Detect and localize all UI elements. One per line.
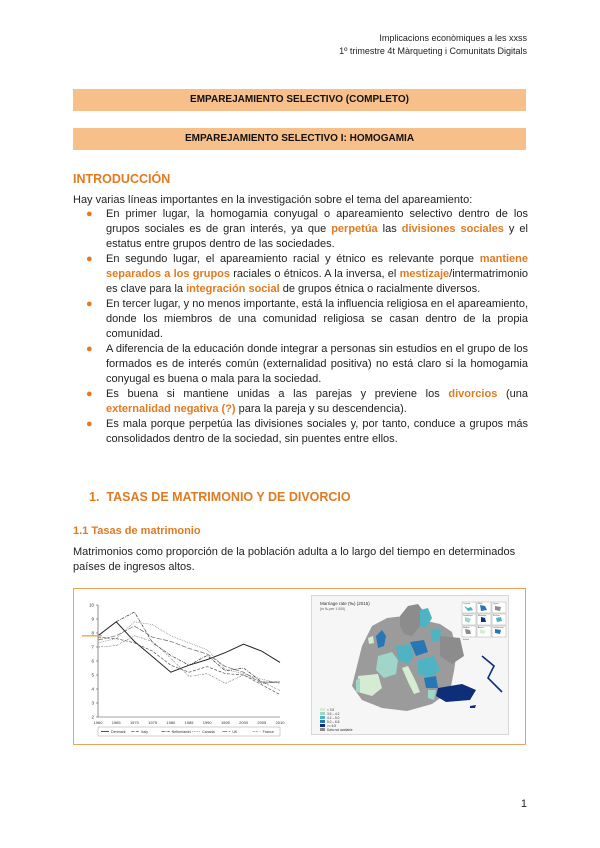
highlight-text: mantiene separados a los grupos [106,253,528,280]
inset-label: Canarias [463,603,471,605]
inset-label: Réunion [493,615,500,617]
europe-map-figure [311,595,509,735]
highlight-text: integración social [186,283,280,295]
y-tick-label: 6 [91,658,94,664]
y-tick-label: 9 [91,616,94,622]
banner-homogamia: EMPAREJAMIENTO SELECTIVO I: HOMOGAMIA [73,128,526,150]
section-number: 1. [89,490,100,504]
legend-label: Canada [202,730,215,734]
marriage-rate-line-chart [80,597,288,739]
inset-label: Iceland [463,639,469,641]
series-line-france [98,636,280,691]
map-title: Marriage rate (‰) (2015) [320,601,370,606]
highlight-text: perpetúa [331,223,378,235]
bullet-icon: ● [86,343,93,355]
y-tick-label: 4 [91,686,94,692]
highlight-text: divisiones sociales [401,223,504,235]
banner-complete: EMPAREJAMIENTO SELECTIVO (COMPLETO) [73,89,526,111]
inset-label: Liechtenstein [493,627,504,629]
y-tick-label: 3 [91,700,94,706]
section-1-1-text: Matrimonios como proporción de la población adulta a lo largo del tiempo en determinados países de ingresos altos. [73,546,516,573]
x-tick-label: 1995 [220,720,230,725]
x-tick-label: 1970 [129,720,139,725]
legend-label: Data not available [327,727,353,732]
bullet-icon: ● [86,253,93,265]
header-line-2: 1º trimestre 4t Màrqueting i Comunitats Digitals [339,46,527,56]
highlight-text: mestizaje [399,268,450,280]
legend-label: France [262,730,274,734]
bullet-text: /intermatrimonio es clave para la [106,268,528,295]
highlight-text: divorcios [448,388,498,400]
bullet-text: de grupos étnica o racialmente diversos. [279,283,481,295]
series-line-uk [98,626,280,683]
inset-label: Guadeloupe [463,615,473,617]
intro-heading: INTRODUCCIÓN [73,172,171,186]
bullet-text: (una [497,388,528,400]
map-subtitle: (in ‰ per 1 000) [320,607,346,611]
x-tick-label: 1985 [184,720,194,725]
bullet-text: En primer lugar, la homogamia conyugal o apareamiento selectivo dentro de los grupos sociales es de gran interés, ya que [106,208,528,235]
series-line-denmark [98,622,280,672]
list-item [73,387,528,417]
x-tick-label: 1965 [111,720,121,725]
inset-label: Cyprus [493,603,499,605]
y-tick-label: 5 [91,672,94,678]
legend-label: >= 6.5 [327,723,337,728]
bullet-text: para la pareja y su descendencia). [235,403,407,415]
bullet-icon: ● [86,208,93,220]
figure-box [73,588,526,745]
inset-label: Madeira [463,627,470,629]
map-legend [320,708,353,732]
series-line-netherlands [98,612,280,682]
bullet-icon: ● [86,298,93,310]
page-number: 1 [520,798,527,810]
legend-label: 3.5 – 4.2 [327,711,340,716]
bullet-text: las [377,223,402,235]
series-line-italy [98,637,280,694]
bullet-icon: ● [86,388,93,400]
legend-label: Netherlands [171,730,192,734]
list-item [73,207,528,252]
legend-label: 5.0 – 6.5 [327,719,340,724]
y-tick-label: 2 [91,714,94,720]
x-tick-label: 1960 [93,720,103,725]
legend-label: Denmark [111,730,126,734]
section-1-heading [89,490,351,504]
legend-label: Italy [141,730,148,734]
bullet-text: A diferencia de la educación donde integrar a personas sin estudios en el grupo de los formados es de interés común (externalidad positiva) no está claro si la homogamia conyugal es buena o mala para la sociedad. [106,343,528,385]
section-title: TASAS DE MATRIMONIO Y DE DIVORCIO [106,490,351,504]
inset-label: Azores [478,627,484,629]
legend-label: UK [232,730,238,734]
highlight-text: externalidad negativa (?) [106,403,236,415]
bullet-text: Es buena si mantiene unidas a las parejas y previene los [106,388,449,400]
y-tick-label: 10 [88,602,94,608]
intro-lead: Hay varias líneas importantes en la investigación sobre el tema del apareamiento: [73,194,473,206]
legend-label: 4.2 – 5.0 [327,715,340,720]
europe-map [312,596,510,736]
list-item [73,252,528,297]
x-tick-label: 2005 [257,720,267,725]
bullet-text: En segundo lugar, el apareamiento racial y étnico es relevante porque [106,253,480,265]
section-1-1-heading: 1.1 Tasas de matrimonio [73,525,201,537]
x-tick-label: 2010 [275,720,285,725]
list-item [73,342,528,387]
x-tick-label: 1990 [202,720,212,725]
inset-label: Malta [478,603,483,605]
list-item [73,297,528,342]
y-tick-label: 8 [91,630,94,636]
x-tick-label: 2000 [239,720,249,725]
list-item [73,417,528,447]
bullet-text: y el estatus entre grupos dentro de las sociedades. [106,223,528,250]
map-insets [462,602,506,637]
inset-label: Martinique [478,615,487,617]
bullet-text: En tercer lugar, y no menos importante, está la influencia religiosa en el apareamiento, donde los miembros de una comunidad religiosa se casan dentro de la propia comunidad. [106,298,528,340]
bullet-text: Es mala porque perpetúa las divisiones sociales y, por tanto, conduce a grupos más consolidados dentro de la sociedad, sin puentes entre ellos. [106,418,528,445]
y-tick-label: 7 [91,644,94,650]
intro-bullet-list [73,207,528,447]
bullet-text: raciales o étnicos. A la inversa, el [230,268,400,280]
x-tick-label: 1975 [148,720,158,725]
header-line-1: Implicacions econòmiques a les xxss [379,33,527,43]
legend-label: < 3.5 [327,707,335,712]
x-tick-label: 1980 [166,720,176,725]
page-header [339,32,527,58]
bullet-icon: ● [86,418,93,430]
